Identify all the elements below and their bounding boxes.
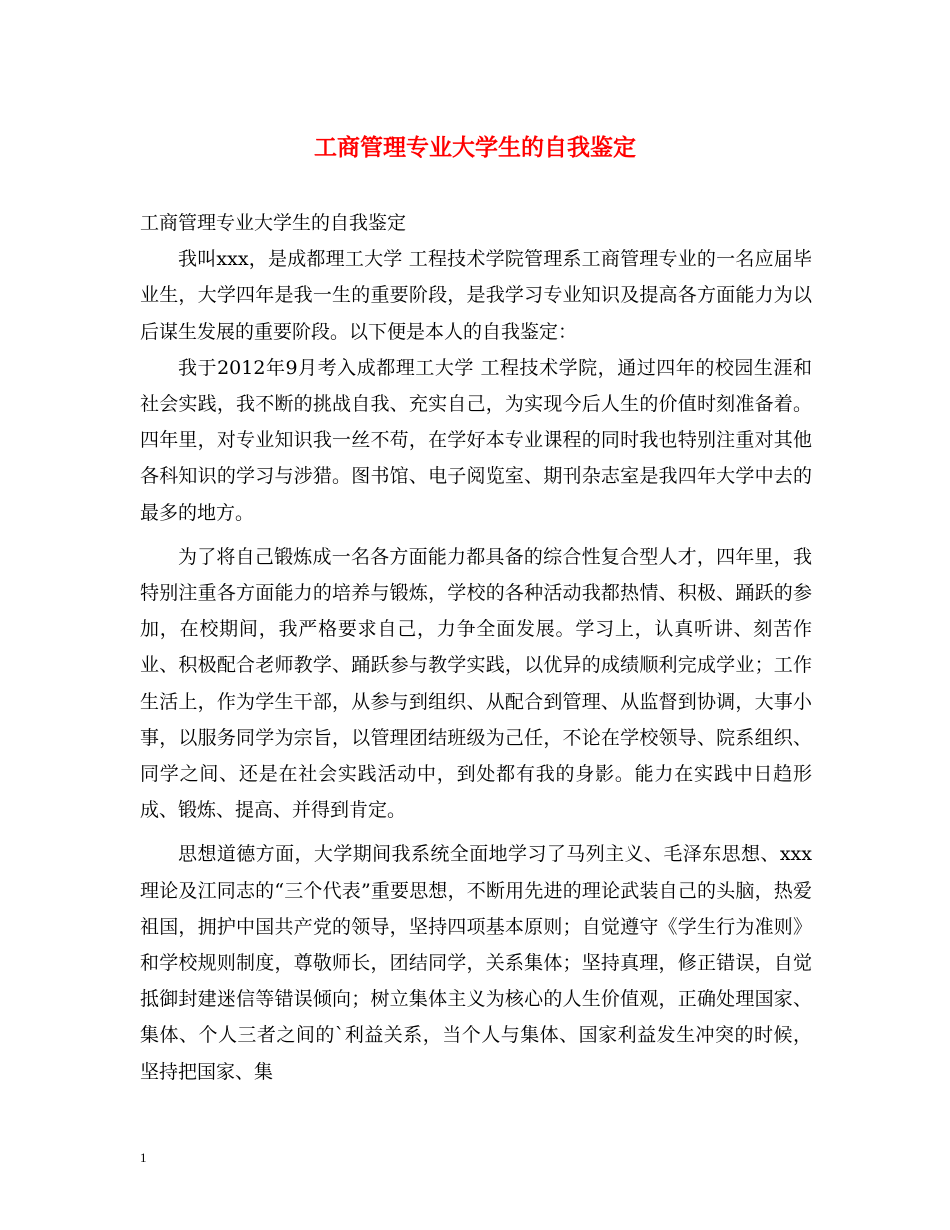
paragraph-abilities: 为了将自己锻炼成一名各方面能力都具备的综合性复合型人才，四年里，我特别注重各方面能力的培养与锻炼，学校的各种活动我都热情、积极、踊跃的参加，在校期间，我严格要求自己，力争全面发展。学习上，认真听讲、刻苦作业、积极配合老师教学、踊跃参与教学实践，以优异的成绩顺利完成学业；工作生活上，作为学生干部，从参与到组织、从配合到管理、从监督到协调，大事小事，以服务同学为宗旨，以管理团结班级为己任，不论在学校领导、院系组织、同学之间、还是在社会实践活动中，到处都有我的身影。能力在实践中日趋形成、锻炼、提高、并得到肯定。 [140, 545, 812, 822]
paragraph-intro: 我叫xxx，是成都理工大学 工程技术学院管理系工商管理专业的一名应届毕业生，大学四年是我一生的重要阶段，是我学习专业知识及提高各方面能力为以后谋生发展的重要阶段。以下便是本人的自我鉴定： [140, 248, 812, 343]
document-subtitle: 工商管理专业大学生的自我鉴定 [140, 212, 407, 234]
document-title: 工商管理专业大学生的自我鉴定 [314, 134, 636, 161]
paragraph-ideology: 思想道德方面，大学期间我系统全面地学习了马列主义、毛泽东思想、xxx理论及江同志的“三个代表”重要思想，不断用先进的理论武装自己的头脑，热爱祖国，拥护中国共产党的领导，坚持四项基本原则；自觉遵守《学生行为准则》和学校规则制度，尊敬师长，团结同学，关系集体；坚持真理，修正错误，自觉抵御封建迷信等错误倾向；树立集体主义为核心的人生价值观，正确处理国家、集体、个人三者之间的`利益关系，当个人与集体、国家利益发生冲突的时候，坚持把国家、集 [140, 843, 812, 1083]
document-body [140, 205, 812, 1090]
paragraph-study: 我于2012年9月考入成都理工大学 工程技术学院，通过四年的校园生涯和社会实践，我不断的挑战自我、充实自己，为实现今后人生的价值时刻准备着。四年里，对专业知识我一丝不苟，在学好本专业课程的同时我也特别注重对其他各科知识的学习与涉猎。图书馆、电子阅览室、期刊杂志室是我四年大学中去的最多的地方。 [140, 356, 812, 524]
page-number: 1 [140, 1150, 147, 1165]
